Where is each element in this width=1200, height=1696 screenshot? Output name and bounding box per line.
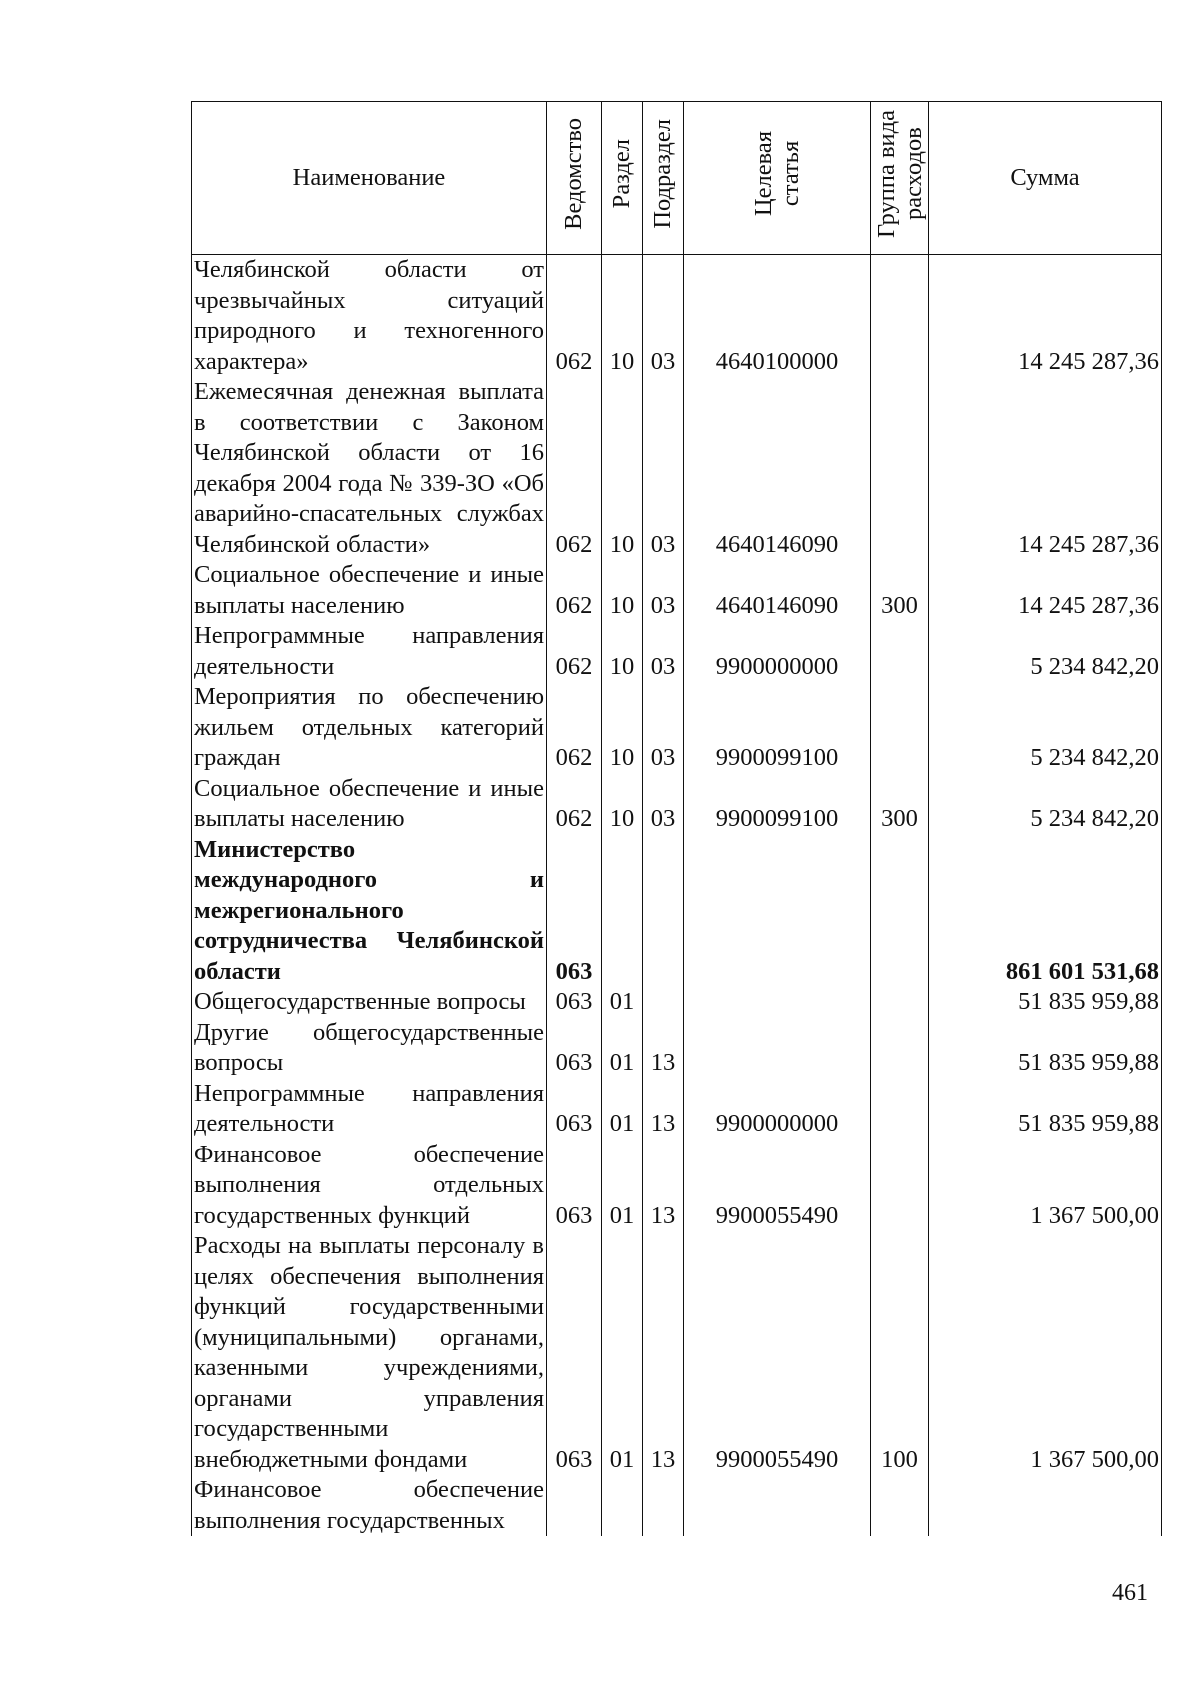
- table-cell-gruppa-vida: [871, 1079, 929, 1140]
- table-cell-name: [192, 255, 547, 378]
- table-cell-name: [192, 1018, 547, 1079]
- table-cell-gruppa-vida: [871, 835, 929, 988]
- header-podrazdel-label: Подраздел: [648, 118, 676, 229]
- table-cell-razdel: 10: [602, 621, 643, 682]
- table-cell-summa: 1 367 500,00: [929, 1140, 1162, 1232]
- header-celevaya-statya: [684, 102, 871, 255]
- table-cell-name: [192, 1475, 547, 1536]
- table-cell-celevaya-statya: [684, 835, 871, 988]
- header-razdel: [602, 102, 643, 255]
- table-cell-vedomstvo: [547, 1475, 602, 1536]
- header-vedomstvo-label: Ведомство: [559, 117, 587, 230]
- header-gruppa-vida-label: [873, 110, 927, 238]
- table-cell-vedomstvo: 062: [547, 774, 602, 835]
- header-name: [192, 102, 547, 255]
- table-cell-name: [192, 987, 547, 1018]
- table-cell-podrazdel: 03: [643, 621, 684, 682]
- row-name-text: Финансовое обеспечение выполнения государственных: [194, 1476, 544, 1534]
- table-row: [192, 255, 1162, 378]
- table-cell-celevaya-statya: 9900000000: [684, 621, 871, 682]
- table-cell-celevaya-statya: 4640146090: [684, 377, 871, 560]
- table-cell-celevaya-statya: [684, 1018, 871, 1079]
- row-name-text: Расходы на выплаты персоналу в целях обеспечения выполнения функций государственными (муниципальными) органами, казенными учреждениями, органами управления государственными внебюджетными фондами: [194, 1232, 544, 1473]
- table-cell-summa: 5 234 842,20: [929, 621, 1162, 682]
- row-name-text: Социальное обеспечение и иные выплаты населению: [194, 561, 544, 619]
- table-cell-summa: 51 835 959,88: [929, 1018, 1162, 1079]
- table-cell-gruppa-vida: [871, 987, 929, 1018]
- table-row: [192, 987, 1162, 1018]
- table-cell-vedomstvo: 063: [547, 835, 602, 988]
- table-cell-celevaya-statya: 9900055490: [684, 1140, 871, 1232]
- table-row: [192, 1140, 1162, 1232]
- table-cell-vedomstvo: 062: [547, 682, 602, 774]
- table-cell-vedomstvo: 062: [547, 560, 602, 621]
- table-cell-gruppa-vida: [871, 621, 929, 682]
- table-cell-razdel: 01: [602, 1231, 643, 1475]
- table-row: [192, 1079, 1162, 1140]
- row-name-text: Другие общегосударственные вопросы: [194, 1018, 544, 1076]
- table-cell-gruppa-vida: 300: [871, 774, 929, 835]
- table-cell-razdel: 10: [602, 377, 643, 560]
- table-cell-gruppa-vida: [871, 1018, 929, 1079]
- table-cell-podrazdel: 13: [643, 1231, 684, 1475]
- header-summa-label: Сумма: [1010, 163, 1080, 191]
- table-cell-summa: 5 234 842,20: [929, 682, 1162, 774]
- table-cell-podrazdel: 03: [643, 560, 684, 621]
- table-body: [192, 255, 1162, 1537]
- row-name-text: Общегосударственные вопросы: [194, 988, 526, 1015]
- table-cell-name: [192, 560, 547, 621]
- row-name-text: Мероприятия по обеспечению жильем отдельных категорий граждан: [194, 683, 544, 771]
- row-name-text: Челябинской области от чрезвычайных ситуаций природного и техногенного характера»: [194, 256, 544, 375]
- table-cell-podrazdel: 03: [643, 255, 684, 378]
- table-cell-celevaya-statya: 4640146090: [684, 560, 871, 621]
- table-cell-summa: 5 234 842,20: [929, 774, 1162, 835]
- table-cell-celevaya-statya: [684, 1475, 871, 1536]
- table-cell-podrazdel: 03: [643, 377, 684, 560]
- table-cell-name: [192, 1140, 547, 1232]
- table-cell-gruppa-vida: [871, 1475, 929, 1536]
- table-cell-summa: 14 245 287,36: [929, 255, 1162, 378]
- header-name-label: Наименование: [292, 163, 446, 191]
- table-row: [192, 1018, 1162, 1079]
- table-cell-vedomstvo: 062: [547, 621, 602, 682]
- table-row: [192, 682, 1162, 774]
- table-row: [192, 377, 1162, 560]
- row-name-text: Министерство международного и межрегионального сотрудничества Челябинской области: [194, 835, 544, 985]
- table-cell-summa: [929, 1475, 1162, 1536]
- table-cell-gruppa-vida: [871, 255, 929, 378]
- table-cell-gruppa-vida: 300: [871, 560, 929, 621]
- table-cell-celevaya-statya: 9900000000: [684, 1079, 871, 1140]
- row-name-text: Финансовое обеспечение выполнения отдельных государственных функций: [194, 1140, 544, 1229]
- table-cell-celevaya-statya: 9900099100: [684, 774, 871, 835]
- table-cell-gruppa-vida: [871, 682, 929, 774]
- row-name-text: Ежемесячная денежная выплата в соответствии с Законом Челябинской области от 16 декабря 2004 года № 339-ЗО «Об аварийно-спасательных службах Челябинской области»: [194, 378, 544, 558]
- table-cell-razdel: [602, 835, 643, 988]
- table-cell-razdel: 01: [602, 1140, 643, 1232]
- table-cell-razdel: 10: [602, 774, 643, 835]
- table-cell-vedomstvo: 063: [547, 1231, 602, 1475]
- table-cell-razdel: [602, 1475, 643, 1536]
- table-cell-celevaya-statya: 9900055490: [684, 1231, 871, 1475]
- table-cell-razdel: 10: [602, 560, 643, 621]
- row-name-text: Непрограммные направления деятельности: [194, 622, 544, 680]
- table-cell-podrazdel: 03: [643, 682, 684, 774]
- table-row: [192, 774, 1162, 835]
- page-number: 461: [1112, 1580, 1148, 1606]
- table-cell-name: [192, 1079, 547, 1140]
- row-name-text: Социальное обеспечение и иные выплаты населению: [194, 774, 544, 832]
- table-cell-summa: 14 245 287,36: [929, 377, 1162, 560]
- table-row: [192, 560, 1162, 621]
- table-row: [192, 1475, 1162, 1536]
- table-cell-name: [192, 377, 547, 560]
- table-cell-vedomstvo: 063: [547, 1140, 602, 1232]
- table-cell-celevaya-statya: 9900099100: [684, 682, 871, 774]
- header-summa: [929, 102, 1162, 255]
- table-cell-podrazdel: 13: [643, 1079, 684, 1140]
- table-cell-podrazdel: [643, 835, 684, 988]
- table-cell-razdel: 10: [602, 682, 643, 774]
- table-cell-summa: 14 245 287,36: [929, 560, 1162, 621]
- table-cell-vedomstvo: 063: [547, 1079, 602, 1140]
- table-cell-razdel: 10: [602, 255, 643, 378]
- table-cell-podrazdel: [643, 1475, 684, 1536]
- table-header-row: [192, 102, 1162, 255]
- header-vedomstvo: [547, 102, 602, 255]
- table-cell-summa: 51 835 959,88: [929, 1079, 1162, 1140]
- table-cell-gruppa-vida: [871, 1140, 929, 1232]
- table-cell-name: [192, 774, 547, 835]
- header-celevaya-line2: статья: [777, 141, 804, 207]
- header-razdel-label: Раздел: [607, 139, 635, 209]
- table-cell-razdel: 01: [602, 1079, 643, 1140]
- budget-table: [191, 101, 1162, 1536]
- row-name-text: Непрограммные направления деятельности: [194, 1079, 544, 1137]
- table-cell-summa: 51 835 959,88: [929, 987, 1162, 1018]
- table-cell-summa: 861 601 531,68: [929, 835, 1162, 988]
- table-cell-podrazdel: 13: [643, 1140, 684, 1232]
- header-celevaya-line1: Целевая: [750, 131, 777, 217]
- header-podrazdel: [643, 102, 684, 255]
- table-cell-podrazdel: 13: [643, 1018, 684, 1079]
- table-cell-vedomstvo: 063: [547, 987, 602, 1018]
- table-cell-gruppa-vida: 100: [871, 1231, 929, 1475]
- table-cell-name: [192, 1231, 547, 1475]
- header-gruppa-vida: [871, 102, 929, 255]
- table-cell-vedomstvo: 062: [547, 255, 602, 378]
- table-cell-name: [192, 621, 547, 682]
- table-cell-summa: 1 367 500,00: [929, 1231, 1162, 1475]
- table-cell-celevaya-statya: 4640100000: [684, 255, 871, 378]
- header-celevaya-statya-label: [750, 131, 804, 216]
- table-cell-gruppa-vida: [871, 377, 929, 560]
- table-cell-vedomstvo: 063: [547, 1018, 602, 1079]
- header-gruppa-line2: расходов: [899, 127, 927, 221]
- table-cell-vedomstvo: 062: [547, 377, 602, 560]
- table-row: [192, 621, 1162, 682]
- table-cell-razdel: 01: [602, 1018, 643, 1079]
- table-cell-name: [192, 682, 547, 774]
- table-cell-podrazdel: 03: [643, 774, 684, 835]
- table-row: [192, 835, 1162, 988]
- table-cell-razdel: 01: [602, 987, 643, 1018]
- header-gruppa-line1: Группа вида: [872, 109, 900, 238]
- table-row: [192, 1231, 1162, 1475]
- table-cell-podrazdel: [643, 987, 684, 1018]
- table-cell-celevaya-statya: [684, 987, 871, 1018]
- table-cell-name: [192, 835, 547, 988]
